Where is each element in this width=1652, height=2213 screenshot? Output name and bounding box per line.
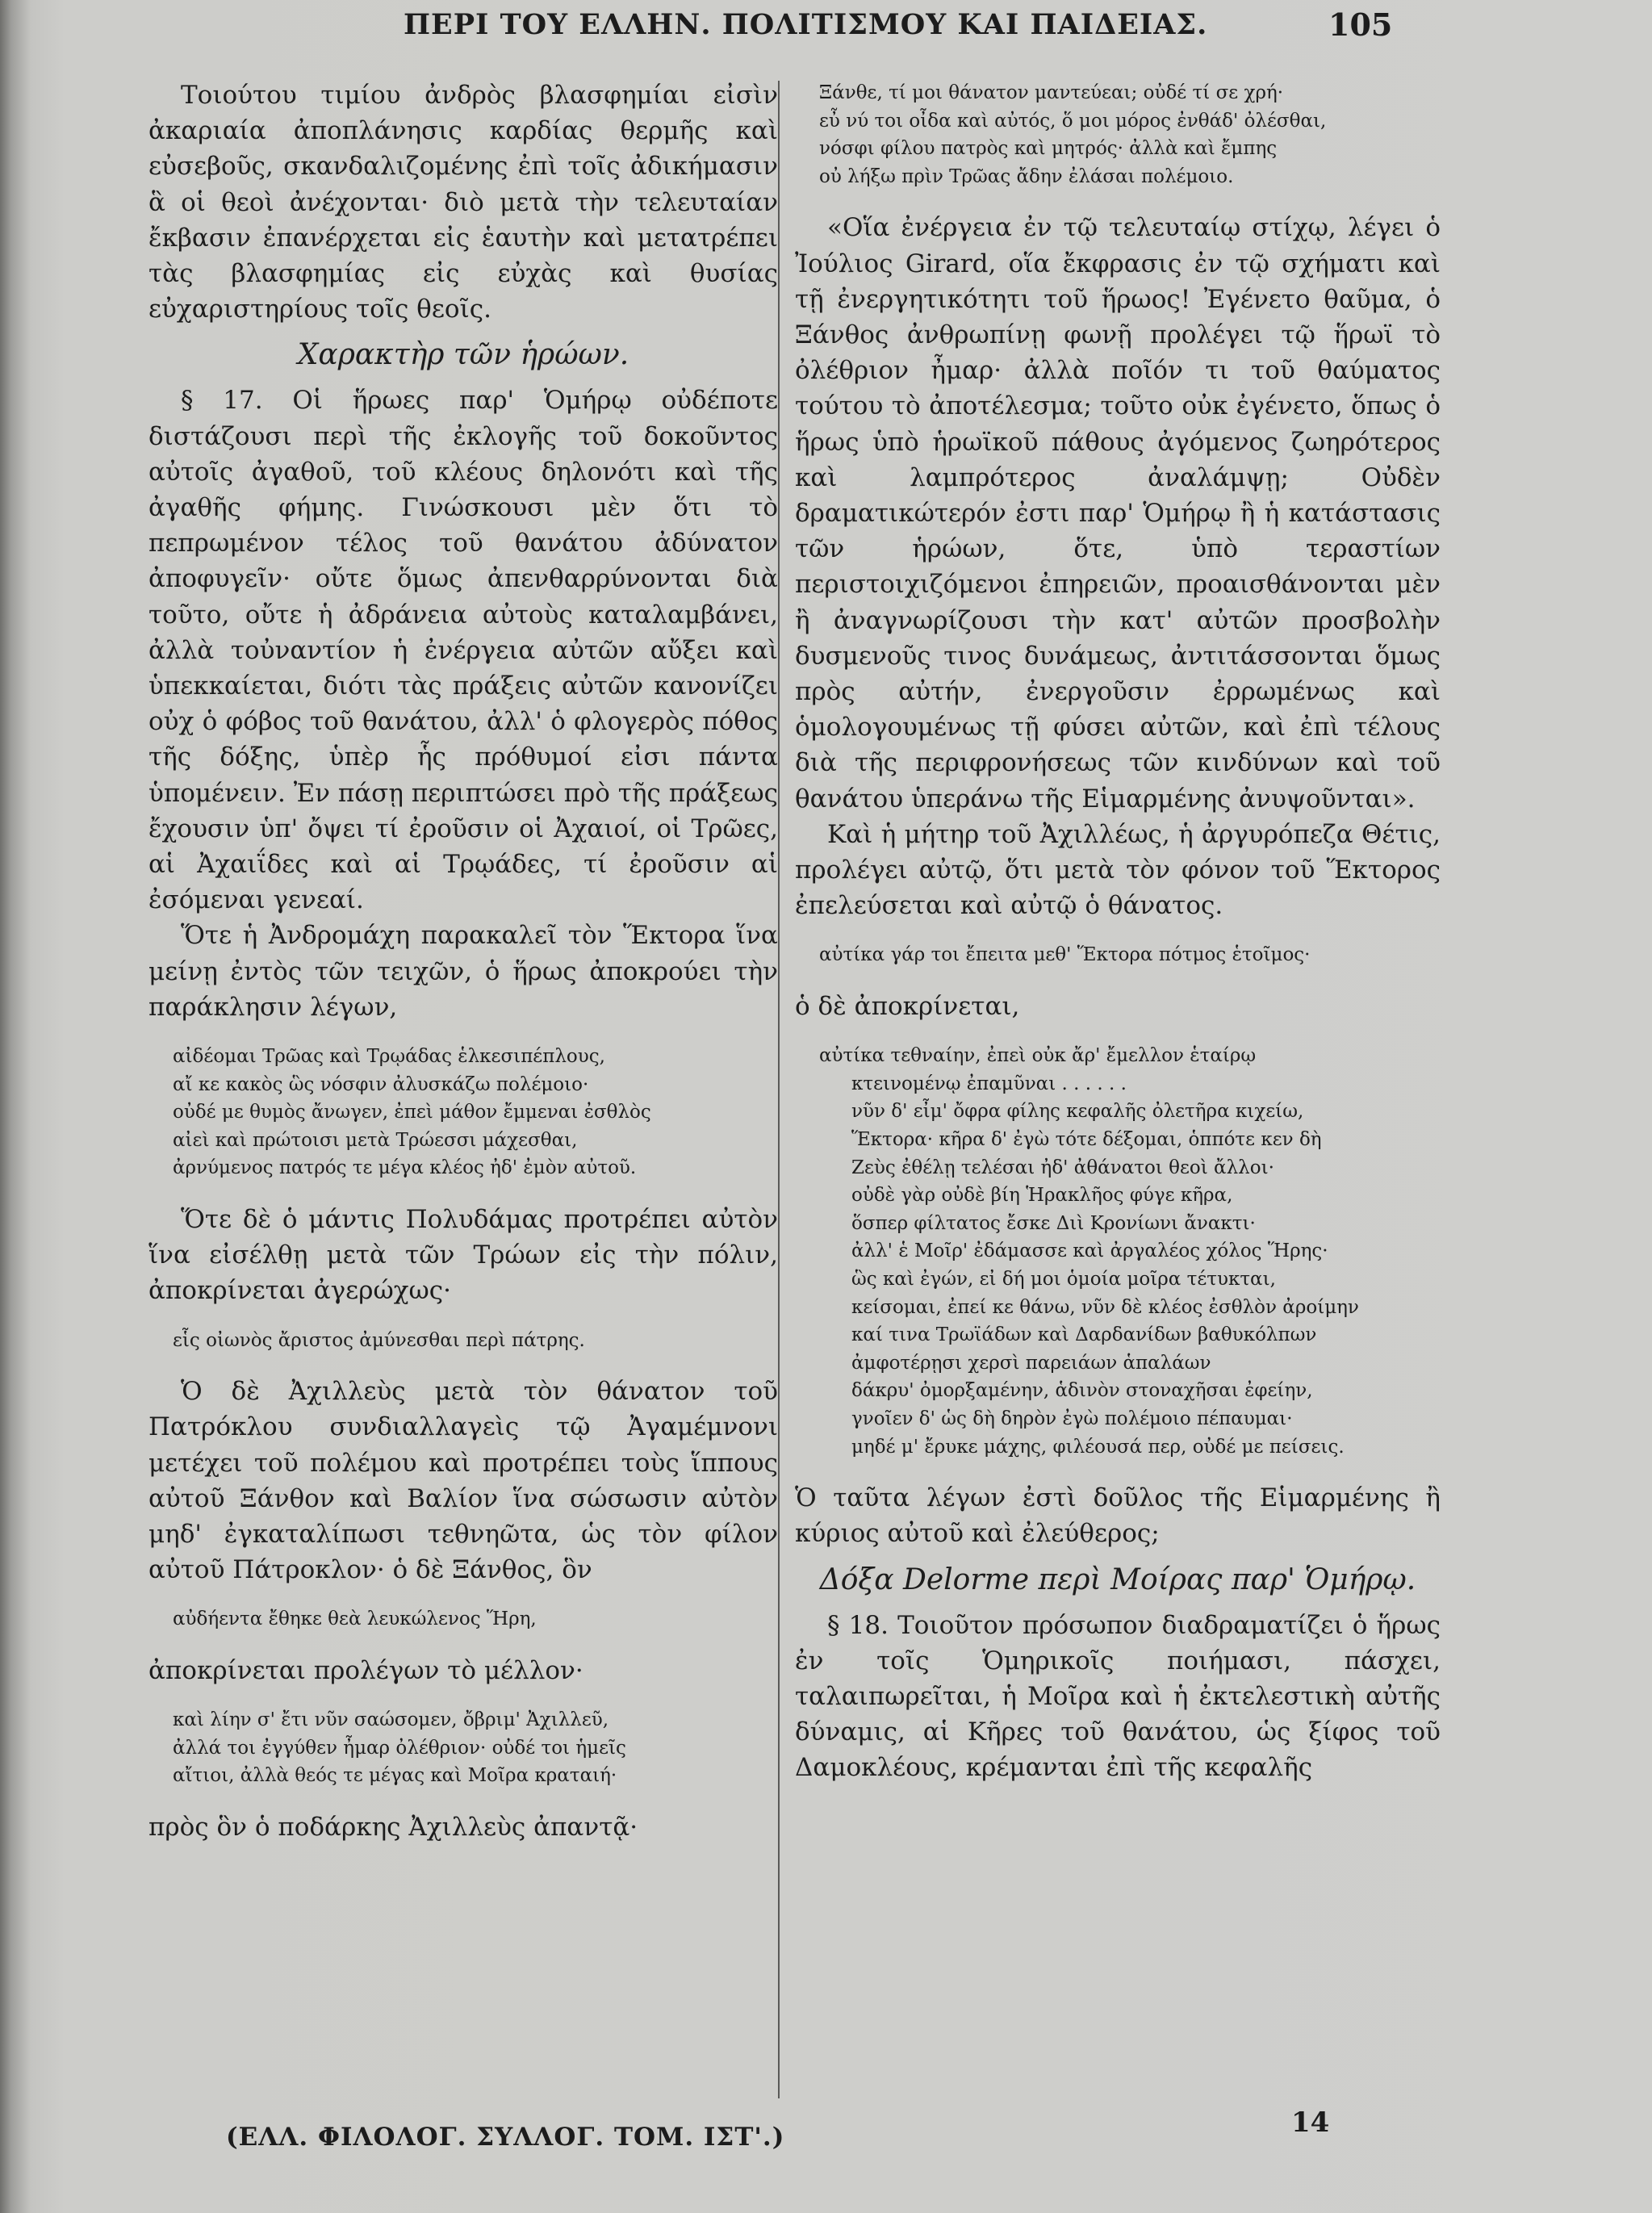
verse-line: οὐδὲ γὰρ οὐδὲ βίη Ἡρακλῆος φύγε κῆρα, xyxy=(851,1185,1233,1207)
paragraph: Ὁ δὲ Ἀχιλλεὺς μετὰ τὸν θάνατον τοῦ Πατρόκλου συνδιαλλαγεὶς τῷ Ἀγαμέμνονι μετέχει τοῦ πολέμου καὶ προτρέπει τοὺς ἵππους αὐτοῦ Ξάνθον καὶ Βαλίον ἵνα σώσωσιν αὐτὸν μηδ' ἐγκαταλίπωσι τεθνηῶτα, ὡς τὸν φίλον αὐτοῦ Πάτροκλον· ὁ δὲ Ξάνθος, ὃν xyxy=(148,1377,778,1585)
verse-line: καί τινα Τρωϊάδων καὶ Δαρδανίδων βαθυκόλπων xyxy=(851,1324,1317,1346)
verse-line: αὐδήεντα ἔθηκε θεὰ λευκώλενος Ἥρη, xyxy=(173,1609,537,1630)
verse-line: νῦν δ' εἶμ' ὄφρα φίλης κεφαλῆς ὀλετῆρα κιχείω, xyxy=(851,1101,1304,1123)
paragraph: ὁ δὲ ἀποκρίνεται, xyxy=(795,992,1020,1022)
paragraph: Καὶ ἡ μήτηρ τοῦ Ἀχιλλέως, ἡ ἀργυρόπεζα Θέτις, προλέγει αὐτῷ, ὅτι μετὰ τὸν φόνον τοῦ Ἕκτορος ἐπελεύσεται καὶ αὐτῷ ὁ θάνατος. xyxy=(795,819,1441,921)
verse-line: ὅσπερ φίλτατος ἔσκε Διὶ Κρονίωνι ἄνακτι· xyxy=(851,1212,1256,1234)
verse-line: ἀλλ' ἑ Μοῖρ' ἐδάμασσε καὶ ἀργαλέος χόλος Ἥρης· xyxy=(851,1240,1328,1262)
paragraph: § 17. Οἱ ἥρωες παρ' Ὁμήρῳ οὐδέποτε διστάζουσι περὶ τῆς ἐκλογῆς τοῦ δοκοῦντος αὐτοῖς ἀγαθοῦ, τοῦ κλέους δηλονότι καὶ τῆς ἀγαθῆς φήμης. Γινώσκουσι μὲν ὅτι τὸ πεπρωμένον τέλος τοῦ θανάτου ἀδύνατον ἀποφυγεῖν· οὔτε ὅμως ἀπενθαρρύνονται διὰ τοῦτο, οὔτε ἡ ἀδράνεια αὐτοὺς καταλαμβάνει, ἀλλὰ τοὐναντίον ἡ ἐνέργεια αὐτῶν αὔξει καὶ ὑπεκκαίεται, διότι τὰς πράξεις αὐτῶν κανονίζει οὐχ ὁ φόβος τοῦ θανάτου, ἀλλ' ὁ φλογερὸς πόθος τῆς δόξης, ὑπὲρ ἧς πρόθυμοί εἰσι πάντα ὑπομένειν. Ἐν πάσῃ περιπτώσει πρὸ τῆς πράξεως ἔχουσιν ὑπ' ὄψει τί ἐροῦσιν οἱ Ἀχαιοί, οἱ Τρῶες, αἱ Ἀχαιΐδες καὶ αἱ Τρῳάδες, τί ἐροῦσιν αἱ ἐσόμεναι γενεαί. xyxy=(148,386,778,915)
verse-line: ἀλλά τοι ἐγγύθεν ἦμαρ ὀλέθριον· οὐδέ τοι ἡμεῖς xyxy=(173,1737,626,1759)
verse-line: αὐτίκα γάρ τοι ἔπειτα μεθ' Ἕκτορα πότμος ἑτοῖμος· xyxy=(819,944,1311,966)
left-column xyxy=(148,74,778,1845)
paragraph: Ὁ ταῦτα λέγων ἐστὶ δοῦλος τῆς Εἱμαρμένης ἢ κύριος αὐτοῦ καὶ ἐλεύθερος; xyxy=(795,1483,1441,1549)
paragraph: Ὅτε ἡ Ἀνδρομάχη παρακαλεῖ τὸν Ἕκτορα ἵνα μείνῃ ἐντὸς τῶν τειχῶν, ὁ ἥρως ἀποκρούει τὴν παράκλησιν λέγων, xyxy=(148,921,778,1022)
verse-line: Ζεὺς ἐθέλῃ τελέσαι ἠδ' ἀθάνατοι θεοὶ ἄλλοι· xyxy=(851,1157,1274,1178)
verse-line: κείσομαι, ἐπεί κε θάνω, νῦν δὲ κλέος ἐσθλὸν ἀροίμην xyxy=(851,1296,1359,1318)
verse-line: κτεινομένῳ ἐπαμῦναι . . . . . . xyxy=(851,1073,1127,1094)
verse-quote xyxy=(819,941,1441,969)
verse-line: αἰεὶ καὶ πρώτοισι μετὰ Τρώεσσι μάχεσθαι, xyxy=(173,1129,578,1151)
right-column xyxy=(795,74,1441,1786)
verse-line: γνοῖεν δ' ὡς δὴ δηρὸν ἐγὼ πολέμοιο πέπαυμαι· xyxy=(851,1408,1293,1429)
section-heading: Χαρακτὴρ τῶν ἡρώων. xyxy=(297,338,629,372)
verse-quote xyxy=(173,1605,778,1634)
verse-line: εὖ νύ τοι οἶδα καὶ αὐτός, ὅ μοι μόρος ἐνθάδ' ὀλέσθαι, xyxy=(819,110,1327,132)
paragraph: «Οἵα ἐνέργεια ἐν τῷ τελευταίῳ στίχῳ, λέγει ὁ Ἰούλιος Girard, οἵα ἔκφρασις ἐν τῷ σχήματι καὶ τῇ ἐνεργητικότητι τοῦ ἥρωος! Ἐγένετο θαῦμα, ὁ Ξάνθος ἀνθρωπίνῃ φωνῇ προλέγει τῷ ἥρωϊ τὸ ὀλέθριον ἦμαρ· ἀλλὰ ποῖόν τι τοῦ θαύματος τούτου τὸ ἀποτέλεσμα; τοῦτο οὐκ ἐγένετο, ὅπως ὁ ἥρως ὑπὸ ἡρωϊκοῦ πάθους ἀγόμενος ζωηρότερος καὶ λαμπρότερος ἀναλάμψῃ; Οὐδὲν δραματικώτερόν ἐστι παρ' Ὁμήρῳ ἢ ἡ κατάστασις τῶν ἡρώων, ὅτε, ὑπὸ τεραστίων περιστοιχιζόμενοι ἐπηρειῶν, προαισθάνονται μὲν ἢ ἀναγνωρίζουσι τὴν κατ' αὐτῶν προσβολὴν δυσμενοῦς τινος δυνάμεως, ἀντιτάσσονται ὅμως πρὸς αὐτήν, ἐνεργοῦσιν ἐρρωμένως καὶ ὁμολογουμένως τῇ φύσει αὐτῶν, καὶ ἐπὶ τέλους διὰ τῆς περιφρονήσεως τῶν κινδύνων καὶ τοῦ θανάτου ὑπεράνω τῆς Εἱμαρμένης ἀνυψοῦνται». xyxy=(795,213,1441,814)
verse-line: ἀρνύμενος πατρός τε μέγα κλέος ἠδ' ἐμὸν αὐτοῦ. xyxy=(173,1157,637,1179)
paragraph: ἀποκρίνεται προλέγων τὸ μέλλον· xyxy=(148,1656,583,1686)
verse-line: δάκρυ' ὀμορξαμένην, ἁδινὸν στοναχῆσαι ἐφείην, xyxy=(851,1380,1313,1402)
verse-quote xyxy=(173,1327,778,1355)
verse-line: οὐδέ με θυμὸς ἄνωγεν, ἐπεὶ μάθον ἔμμεναι ἐσθλὸς xyxy=(173,1102,651,1123)
verse-line: οὐ λήξω πρὶν Τρῶας ἄδην ἐλάσαι πολέμοιο. xyxy=(819,165,1234,187)
verse-line: ἀμφοτέρῃσι χερσὶ παρειάων ἁπαλάων xyxy=(851,1352,1211,1374)
page-number: 105 xyxy=(1328,6,1393,43)
sheet-number: 14 xyxy=(1291,2106,1330,2139)
verse-line: αἰδέομαι Τρῶας καὶ Τρῳάδας ἑλκεσιπέπλους, xyxy=(173,1046,605,1068)
running-header xyxy=(0,6,1652,48)
verse-line: Ἕκτορα· κῆρα δ' ἐγὼ τότε δέξομαι, ὁππότε κεν δὴ xyxy=(851,1129,1322,1151)
running-title: ΠΕΡΙ ΤΟΥ ΕΛΛΗΝ. ΠΟΛΙΤΙΣΜΟΥ ΚΑΙ ΠΑΙΔΕΙΑΣ. xyxy=(404,8,1208,41)
paragraph: πρὸς ὃν ὁ ποδάρκης Ἀχιλλεὺς ἀπαντᾷ· xyxy=(148,1813,638,1843)
paragraph: Ὅτε δὲ ὁ μάντις Πολυδάμας προτρέπει αὐτὸν ἵνα εἰσέλθῃ μετὰ τῶν Τρώων εἰς τὴν πόλιν, ἀποκρίνεται ἀγερώχως· xyxy=(148,1205,778,1306)
verse-line: μηδέ μ' ἔρυκε μάχης, φιλέουσά περ, οὐδέ με πείσεις. xyxy=(851,1436,1345,1458)
verse-quote xyxy=(819,1042,1441,1461)
verse-quote xyxy=(173,1043,778,1182)
verse-line: καὶ λίην σ' ἔτι νῦν σαώσομεν, ὄβριμ' Ἀχιλλεῦ, xyxy=(173,1709,609,1731)
column-divider xyxy=(778,81,780,2098)
verse-line: νόσφι φίλου πατρὸς καὶ μητρός· ἀλλὰ καὶ ἔμπης xyxy=(819,138,1278,160)
paragraph: § 18. Τοιοῦτον πρόσωπον διαδραματίζει ὁ ἥρως ἐν τοῖς Ὁμηρικοῖς ποιήμασι, πάσχει, ταλαιπωρεῖται, ἡ Μοῖρα καὶ ἡ ἐκτελεστικὴ αὐτῆς δύναμις, αἱ Κῆρες τοῦ θανάτου, ὡς ξίφος τοῦ Δαμοκλέους, κρέμανται ἐπὶ τῆς κεφαλῆς xyxy=(795,1610,1441,1783)
verse-line: αὐτίκα τεθναίην, ἐπεὶ οὐκ ἄρ' ἔμελλον ἑταίρῳ xyxy=(819,1045,1257,1067)
verse-quote xyxy=(819,79,1441,190)
verse-line: αἴ κε κακὸς ὣς νόσφιν ἀλυσκάζω πολέμοιο· xyxy=(173,1073,589,1095)
verse-quote xyxy=(173,1706,778,1790)
section-heading: Δόξα Delorme περὶ Μοίρας παρ' Ὁμήρῳ. xyxy=(819,1562,1416,1596)
verse-line: Ξάνθε, τί μοι θάνατον μαντεύεαι; οὐδέ τί σε χρή· xyxy=(819,82,1284,103)
verse-line: εἷς οἰωνὸς ἄριστος ἀμύνεσθαι περὶ πάτρης. xyxy=(173,1329,585,1351)
verse-line: αἴτιοι, ἀλλὰ θεός τε μέγας καὶ Μοῖρα κραταιή· xyxy=(173,1765,617,1787)
paragraph: Τοιούτου τιμίου ἀνδρὸς βλασφημίαι εἰσὶν ἀκαριαία ἀποπλάνησις καρδίας θερμῆς καὶ εὐσεβοῦς, σκανδαλιζομένης ἐπὶ τοῖς ἀδικήμασιν ἃ οἱ θεοὶ ἀνέχονται· διὸ μετὰ τὴν τελευταίαν ἔκβασιν ἐπανέρχεται εἰς ἑαυτὴν καὶ μετατρέπει τὰς βλασφημίας εἰς εὐχὰς καὶ θυσίας εὐχαριστηρίους τοῖς θεοῖς. xyxy=(148,81,778,324)
verse-line: ὣς καὶ ἐγών, εἰ δή μοι ὁμοία μοῖρα τέτυκται, xyxy=(851,1268,1276,1290)
signature-mark: (ΕΛΛ. ΦΙΛΟΛΟΓ. ΣΥΛΛΟΓ. ΤΟΜ. ΙΣΤ'.) xyxy=(226,2123,785,2152)
